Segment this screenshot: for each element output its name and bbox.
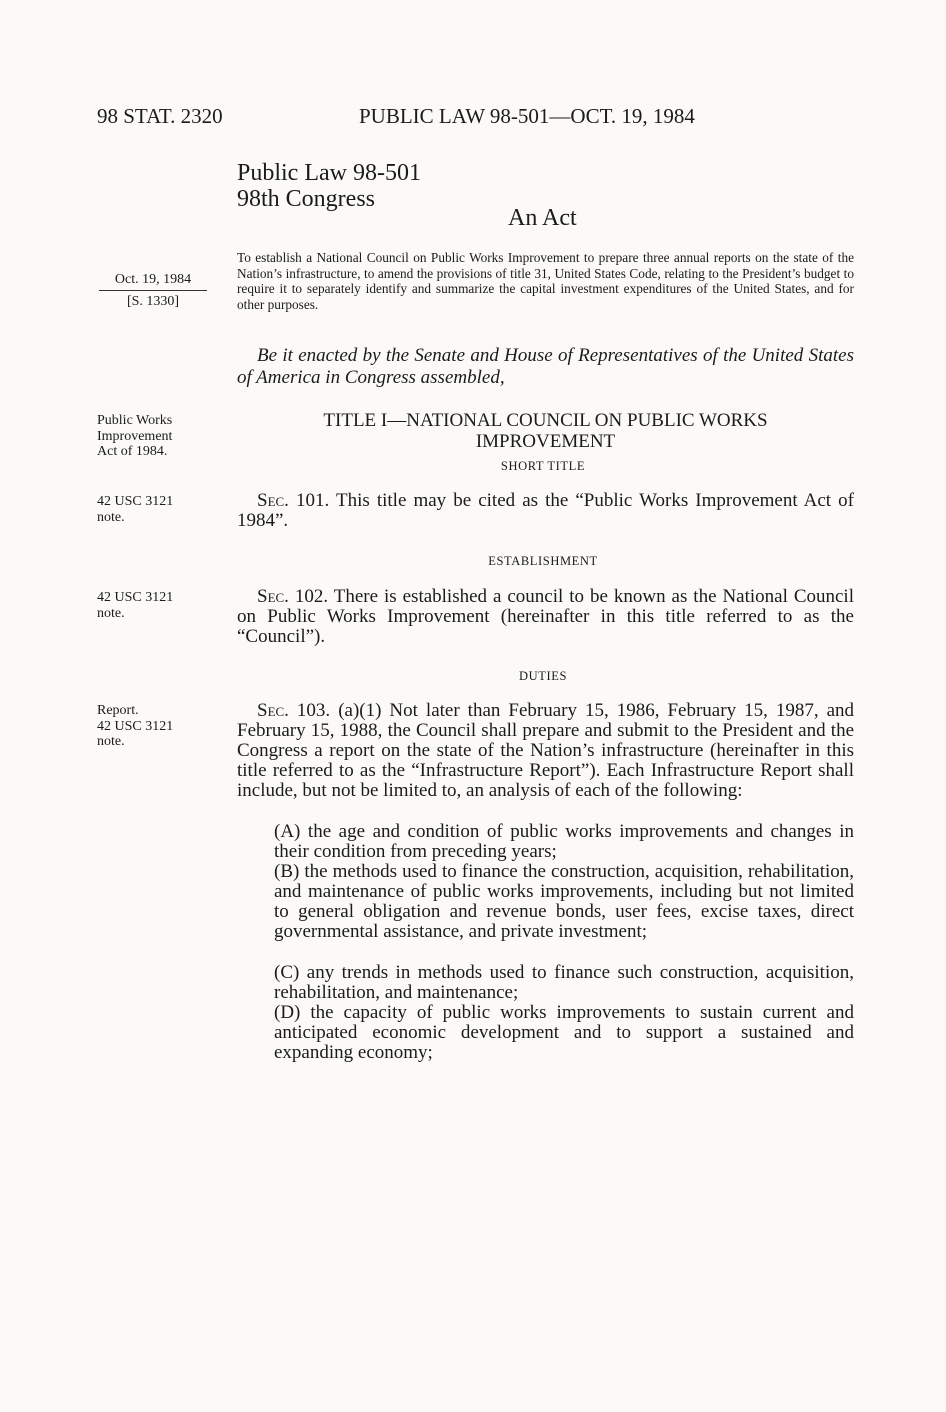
stat-page-number: 98 STAT. 2320	[97, 104, 223, 128]
section-103	[237, 701, 854, 801]
act-label: An Act	[508, 205, 577, 231]
law-number: Public Law 98-501	[237, 160, 421, 186]
margin-date-note	[99, 272, 207, 310]
duties-heading: DUTIES	[518, 669, 568, 683]
title-heading: TITLE I—NATIONAL COUNCIL ON PUBLIC WORKS IMPROVEMENT	[323, 410, 768, 452]
section-101-label: Sec. 101.	[257, 490, 330, 511]
margin-note-sec103: Report. 42 USC 3121 note.	[97, 703, 174, 749]
law-title-block	[237, 160, 421, 212]
law-date-heading: PUBLIC LAW 98-501—OCT. 19, 1984	[359, 104, 695, 128]
list-item-a: (A) the age and condition of public works improvements and changes in their condition from preceding years;	[274, 821, 854, 862]
section-102-label: Sec. 102.	[257, 586, 329, 607]
list-item-d: (D) the capacity of public works improvements to sustain current and anticipated economic development and to support a sustained and expanding economy;	[274, 1002, 854, 1063]
section-101-text: This title may be cited as the “Public Works Improvement Act of 1984”.	[237, 490, 854, 531]
enactment-date: Oct. 19, 1984	[114, 272, 192, 287]
page-header	[97, 104, 737, 134]
margin-rule	[99, 290, 207, 291]
section-103-label: Sec. 103.	[257, 700, 331, 721]
margin-note-sec102: 42 USC 3121 note.	[97, 590, 174, 621]
margin-note-short-title: Public Works Improvement Act of 1984.	[97, 413, 173, 459]
act-summary: To establish a National Council on Public Works Improvement to prepare three annual reports on the state of the Nation’s infrastructure, to amend the provisions of title 31, United States Code, relating to the President’s budget to require it to separately identify and summarize the capital investment expenditures of the United States, and for other purposes.	[237, 250, 854, 312]
short-title-heading: SHORT TITLE	[500, 459, 586, 473]
section-102	[237, 587, 854, 647]
section-103-text: (a)(1) Not later than February 15, 1986, February 15, 1987, and February 15, 1988, the Council shall prepare and submit to the President and the Congress a report on the state of the Nation’s infrastructure (hereinafter in this title referred to as the “Infrastructure Report”). Each Infrastructure Report shall include, but not be limited to, an analysis of each of the following:	[237, 700, 854, 801]
bill-number: [S. 1330]	[126, 294, 180, 309]
section-101	[237, 491, 854, 531]
list-item-b: (B) the methods used to finance the construction, acquisition, rehabilitation, and maintenance of public works improvements, including but not limited to general obligation and revenue bonds, user fees, excise taxes, direct governmental assistance, and private investment;	[274, 861, 854, 942]
enacting-clause: Be it enacted by the Senate and House of Representatives of the United States of America in Congress assembled,	[237, 345, 854, 388]
congress-number: 98th Congress	[237, 186, 375, 212]
list-item-c: (C) any trends in methods used to finance such construction, acquisition, rehabilitation, and maintenance;	[274, 962, 854, 1003]
establishment-heading: ESTABLISHMENT	[488, 554, 598, 568]
margin-note-sec101: 42 USC 3121 note.	[97, 494, 174, 525]
section-102-text: There is established a council to be known as the National Council on Public Works Improvement (hereinafter in this title referred to as the “Council”).	[237, 586, 854, 647]
